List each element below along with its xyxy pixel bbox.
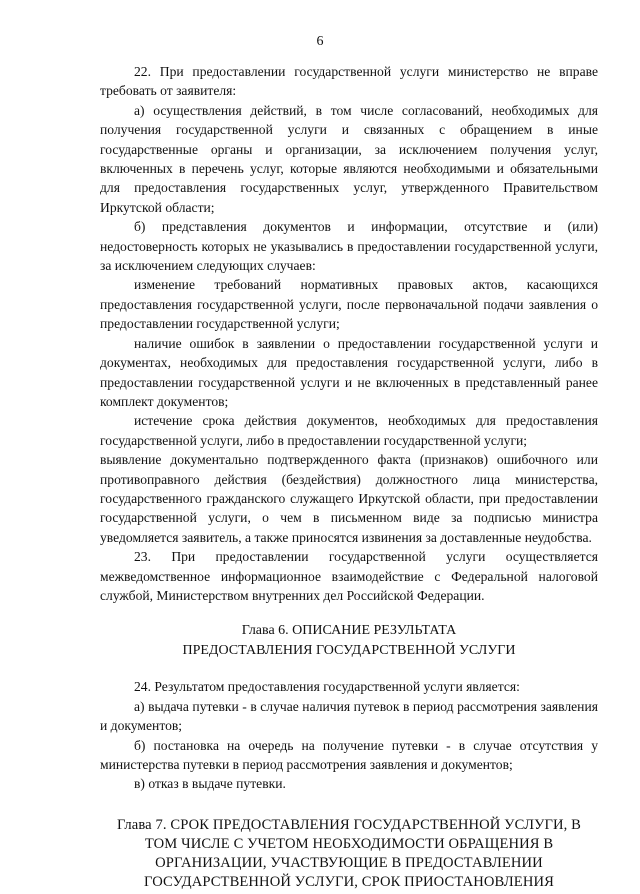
paragraph-22-a: а) осуществления действий, в том числе согласований, необходимых для получения государственной услуги и связанных с обращением в иные государственные органы и организации, за исключением получения услуг, включенных в перечень услуг, которые являются необходимыми и обязательными для предоставления государственных услуг, утвержденного Правительством Иркутской области;: [100, 102, 598, 215]
paragraph-24: 24. Результатом предоставления государственной услуги является:: [134, 679, 520, 695]
chapter-6-heading: [100, 621, 598, 661]
chapter-6-heading-line-2: ПРЕДОСТАВЛЕНИЯ ГОСУДАРСТВЕННОЙ УСЛУГИ: [182, 643, 516, 659]
paragraph-24-a: а) выдача путевки - в случае наличия путевок в период рассмотрения заявления и документов;: [100, 698, 598, 734]
chapter-6-heading-line-1: Глава 6. ОПИСАНИЕ РЕЗУЛЬТАТА: [241, 623, 457, 639]
page-number: 6: [316, 34, 324, 49]
case-regulation-change: изменение требований нормативных правовых актов, касающихся предоставления государственной услуги, после первоначальной подачи заявления о предоставлении государственной услуги;: [100, 277, 598, 332]
chapter-7-heading-line-2: ТОМ ЧИСЛЕ С УЧЕТОМ НЕОБХОДИМОСТИ ОБРАЩЕНИЯ В: [144, 835, 554, 852]
paragraph-24-c: в) отказ в выдаче путевки.: [134, 776, 286, 792]
spacer: [100, 661, 598, 677]
chapter-7-heading-line-4: ГОСУДАРСТВЕННОЙ УСЛУГИ, СРОК ПРИОСТАНОВЛЕНИЯ: [144, 873, 554, 890]
case-unlawful-action: выявление документально подтвержденного факта (признаков) ошибочного или противоправного действия (бездействия) должностного лица министерства, государственного гражданского служащего Иркутской области, при предоставлении государственной услуги, о чем в письменном виде за подписью министра уведомляется заявитель, а также приносятся извинения за доставленные неудобства.: [100, 452, 598, 545]
chapter-7-heading-line-3: ОРГАНИЗАЦИИ, УЧАСТВУЮЩИЕ В ПРЕДОСТАВЛЕНИИ: [155, 854, 543, 871]
chapter-7-heading-line-1: Глава 7. СРОК ПРЕДОСТАВЛЕНИЯ ГОСУДАРСТВЕННОЙ УСЛУГИ, В: [116, 816, 582, 833]
document-body: [100, 62, 598, 892]
paragraph-22-b: б) представления документов и информации, отсутствие и (или) недостоверность которых не указывались в предоставлении государственной услуги, за исключением следующих случаев:: [100, 219, 598, 274]
case-expiry: истечение срока действия документов, необходимых для предоставления государственной услуги, либо в предоставлении государственной услуги;: [100, 413, 598, 448]
paragraph-24-b: б) постановка на очередь на получение путевки - в случае отсутствия у министерства путевки в период рассмотрения заявления и документов;: [100, 737, 598, 772]
paragraph-23: 23. При предоставлении государственной услуги осуществляется межведомственное информационное взаимодействие с Федеральной налоговой службой, Министерством внутренних дел Российской Федерации.: [100, 549, 598, 603]
case-errors: наличие ошибок в заявлении о предоставлении государственной услуги и документах, необходимых для предоставления государственной услуги, либо в предоставлении государственной услуги и не включенных в представленный ранее комплект документов;: [100, 335, 598, 409]
chapter-7-heading: [100, 816, 598, 892]
paragraph-22: 22. При предоставлении государственной услуги министерство не вправе требовать от заявителя:: [100, 64, 598, 99]
